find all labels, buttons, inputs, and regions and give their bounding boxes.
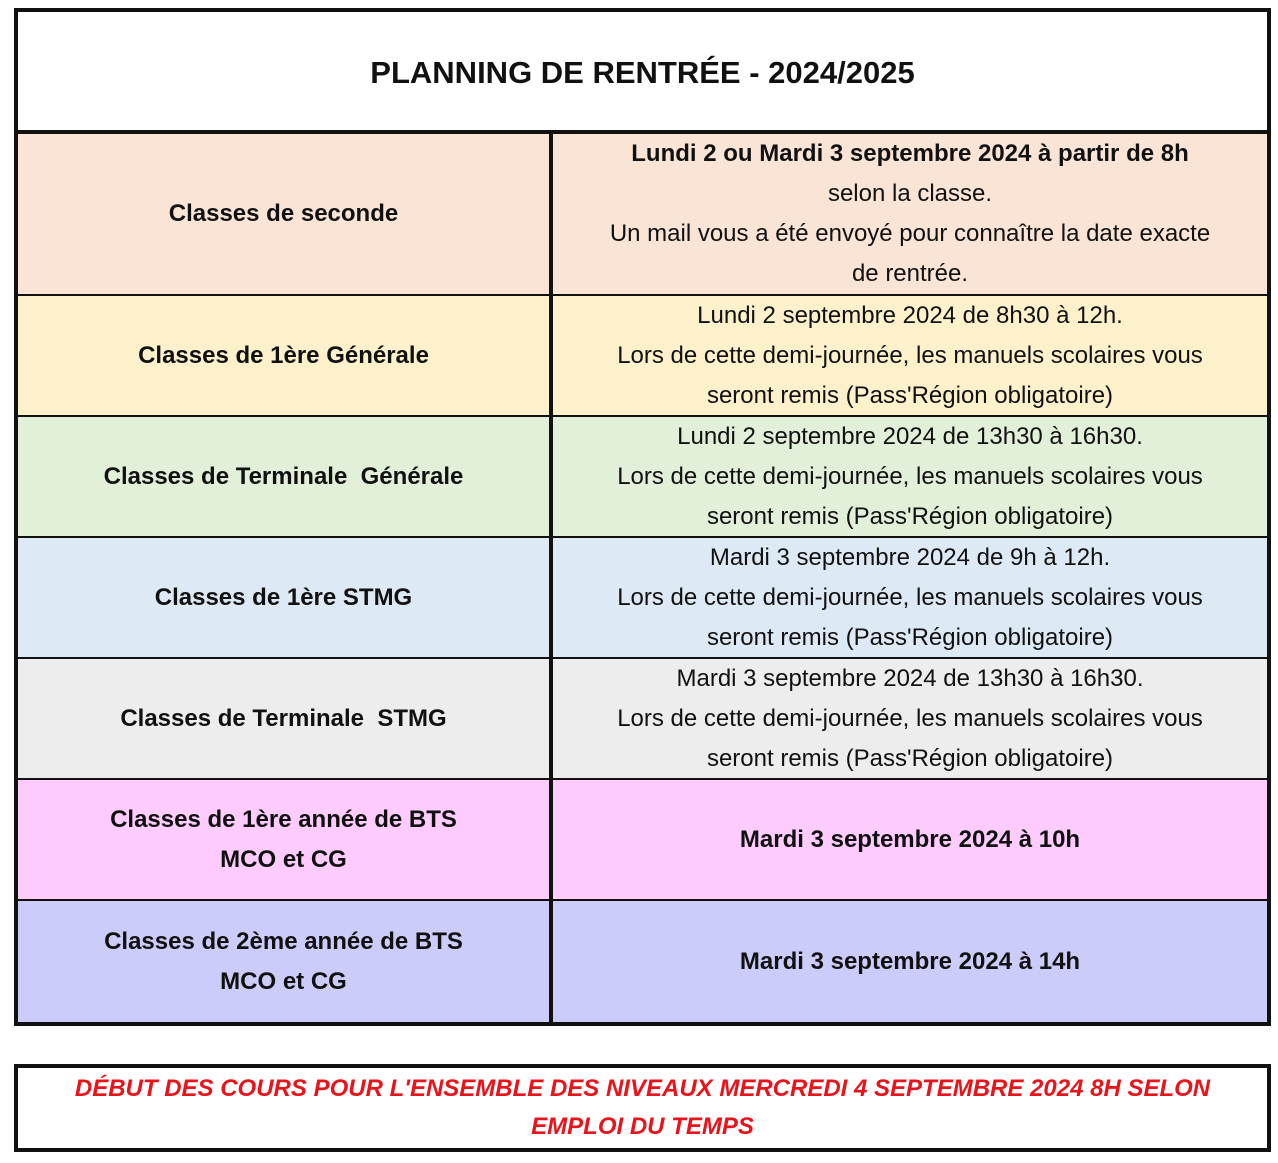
class-name-cell [18, 659, 553, 778]
class-name: Classes de 2ème année de BTS [104, 927, 463, 955]
class-name-cell [18, 538, 553, 657]
page-title: PLANNING DE RENTRÉE - 2024/2025 [370, 55, 915, 90]
schedule-cell [553, 296, 1267, 415]
schedule-text: Lors de cette demi-journée, les manuels scolaires vous [617, 583, 1203, 611]
class-name-cell [18, 417, 553, 536]
class-name-cell [18, 134, 553, 294]
class-name: MCO et CG [220, 845, 347, 873]
class-name: Classes de Terminale STMG [120, 704, 447, 732]
class-name: Classes de Terminale Générale [103, 462, 464, 490]
schedule-cell [553, 417, 1267, 536]
schedule-date: Mardi 3 septembre 2024 à 10h [739, 825, 1081, 853]
schedule-text: selon la classe. [827, 180, 993, 207]
class-name-cell [18, 901, 553, 1022]
schedule-text: seront remis (Pass'Région obligatoire) [706, 381, 1114, 409]
schedule-text: Lors de cette demi-journée, les manuels scolaires vous [617, 341, 1203, 369]
table-row [18, 417, 1267, 538]
schedule-text: Lundi 2 septembre 2024 de 8h30 à 12h. [697, 301, 1123, 329]
table-row [18, 538, 1267, 659]
class-name: Classes de seconde [168, 200, 399, 227]
class-name-cell [18, 780, 553, 899]
planning-table [14, 8, 1271, 1026]
schedule-text: Lundi 2 septembre 2024 de 13h30 à 16h30. [677, 422, 1143, 450]
schedule-text: de rentrée. [851, 260, 969, 287]
class-name: MCO et CG [220, 967, 347, 995]
schedule-text: Un mail vous a été envoyé pour connaître la date exacte [609, 220, 1211, 247]
schedule-text: seront remis (Pass'Région obligatoire) [706, 502, 1114, 530]
table-row [18, 780, 1267, 901]
class-name-cell [18, 296, 553, 415]
class-name: Classes de 1ère STMG [154, 583, 413, 611]
schedule-text: seront remis (Pass'Région obligatoire) [706, 744, 1114, 772]
class-name: Classes de 1ère année de BTS [110, 805, 457, 833]
footer-notice-line: EMPLOI DU TEMPS [531, 1113, 754, 1140]
schedule-cell [553, 780, 1267, 899]
table-row [18, 296, 1267, 417]
schedule-text: Mardi 3 septembre 2024 de 9h à 12h. [709, 543, 1111, 571]
table-row [18, 901, 1267, 1022]
table-row [18, 134, 1267, 296]
planning-title-row [18, 12, 1267, 134]
class-name: Classes de 1ère Générale [138, 341, 429, 369]
schedule-text: seront remis (Pass'Région obligatoire) [706, 623, 1114, 651]
schedule-date: Lundi 2 ou Mardi 3 septembre 2024 à partir de 8h [631, 140, 1189, 167]
schedule-cell [553, 538, 1267, 657]
footer-notice [14, 1064, 1271, 1152]
schedule-text: Mardi 3 septembre 2024 de 13h30 à 16h30. [676, 664, 1144, 692]
schedule-text: Lors de cette demi-journée, les manuels scolaires vous [617, 704, 1203, 732]
schedule-date: Mardi 3 septembre 2024 à 14h [739, 947, 1081, 975]
schedule-cell [553, 134, 1267, 294]
schedule-cell [553, 659, 1267, 778]
schedule-cell [553, 901, 1267, 1022]
table-row [18, 659, 1267, 780]
schedule-text: Lors de cette demi-journée, les manuels scolaires vous [617, 462, 1203, 490]
footer-notice-line: DÉBUT DES COURS POUR L'ENSEMBLE DES NIVEAUX MERCREDI 4 SEPTEMBRE 2024 8H SELON [74, 1075, 1211, 1102]
